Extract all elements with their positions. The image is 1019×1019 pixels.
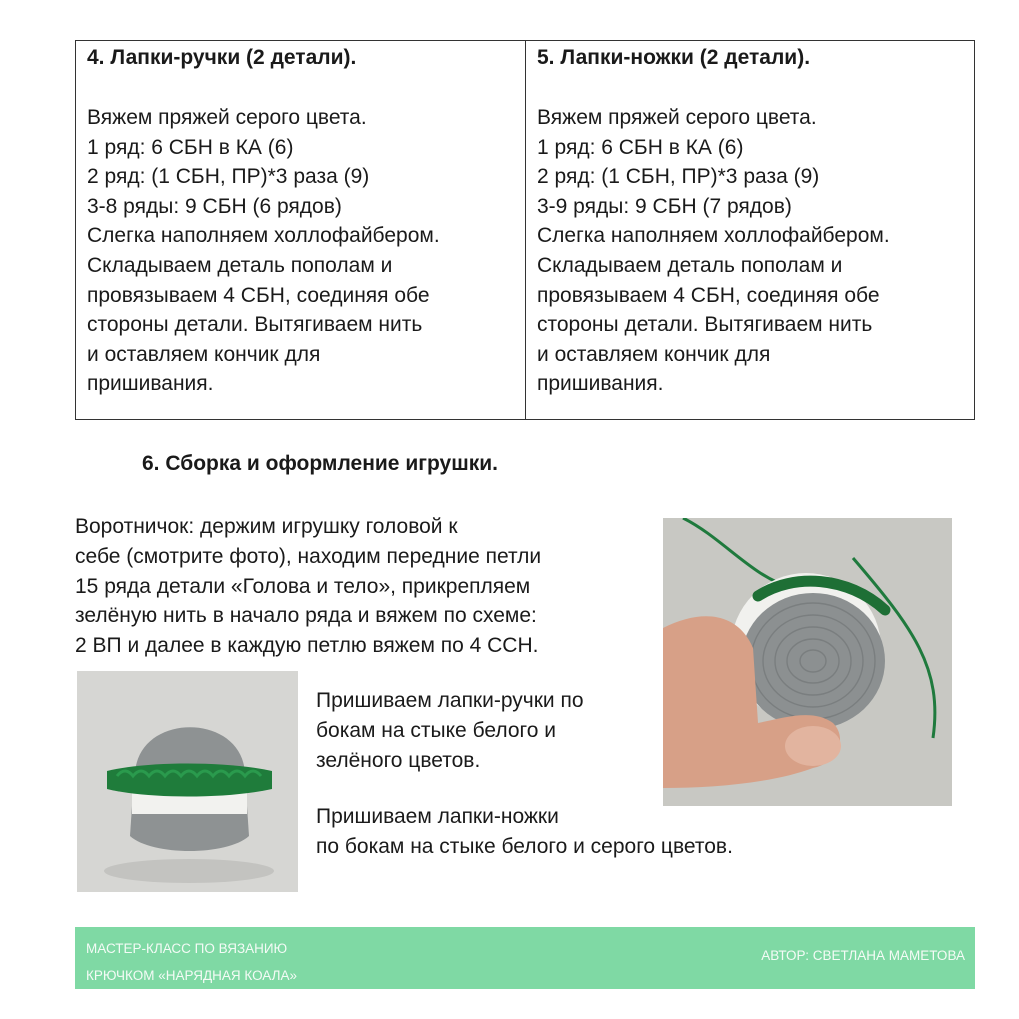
assembly-title: 6. Сборка и оформление игрушки. <box>142 452 498 475</box>
step-4-cell <box>76 41 525 419</box>
photo-hand-illustration <box>663 518 952 806</box>
steps-table <box>75 40 975 420</box>
step-4-title: 4. Лапки-ручки (2 детали). <box>87 46 357 69</box>
legs-instructions: Пришиваем лапки-ножки по бокам на стыке белого и серого цветов. <box>316 805 733 858</box>
collar-instructions: Воротничок: держим игрушку головой к себе (смотрите фото), находим передние петли 15 ряда детали «Голова и тело», прикрепляем зелёную нить в начало ряда и вяжем по схеме: 2 ВП и далее в каждую петлю вяжем по 4 ССН. <box>75 515 542 658</box>
footer-bar <box>75 927 975 989</box>
photo-toy-illustration <box>77 671 298 892</box>
footer-course-title: МАСТЕР-КЛАСС ПО ВЯЗАНИЮ КРЮЧКОМ «НАРЯДНАЯ КОАЛА» <box>86 941 297 983</box>
step-5-cell <box>525 41 974 419</box>
footer-author: АВТОР: СВЕТЛАНА МАМЕТОВА <box>761 948 965 963</box>
step-4-body: Вяжем пряжей серого цвета. 1 ряд: 6 СБН в КА (6) 2 ряд: (1 СБН, ПР)*3 раза (9) 3-8 ряды: 9 СБН (6 рядов) Слегка наполняем холлофайбером. Складываем деталь пополам и провязываем 4 СБН, соединяя обе стороны детали. Вытягиваем нить и оставляем кончик для пришивания. <box>87 106 440 396</box>
photo-hand-holding-ball <box>663 518 952 806</box>
photo-toy-with-collar <box>77 671 298 892</box>
step-5-title: 5. Лапки-ножки (2 детали). <box>537 46 811 69</box>
step-5-body: Вяжем пряжей серого цвета. 1 ряд: 6 СБН в КА (6) 2 ряд: (1 СБН, ПР)*3 раза (9) 3-9 ряды: 9 СБН (7 рядов) Слегка наполняем холлофайбером. Складываем деталь пополам и провязываем 4 СБН, соединяя обе стороны детали. Вытягиваем нить и оставляем кончик для пришивания. <box>537 106 890 396</box>
arms-instructions: Пришиваем лапки-ручки по бокам на стыке белого и зелёного цветов. <box>316 689 584 772</box>
